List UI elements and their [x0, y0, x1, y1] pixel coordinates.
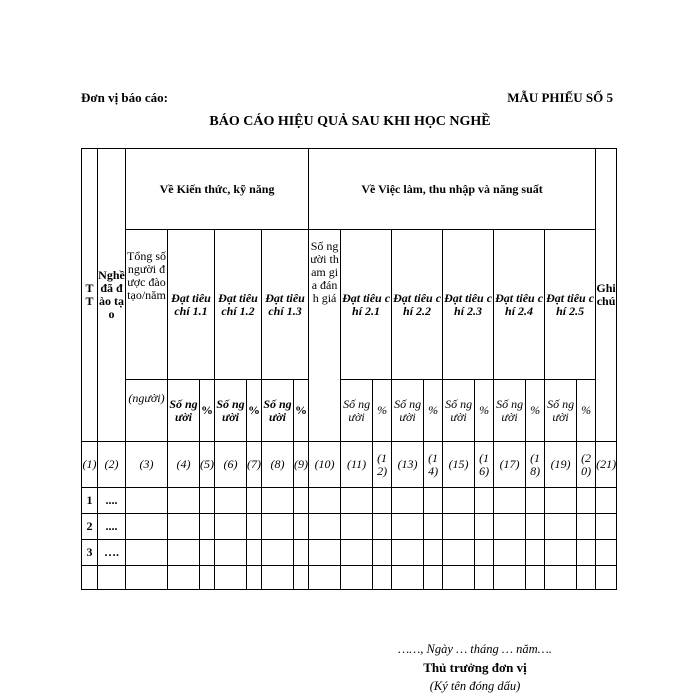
index-cell: (16): [475, 442, 494, 488]
index-cell: (13): [392, 442, 424, 488]
table-row: [82, 514, 617, 540]
sub-so-nguoi: Số người: [494, 380, 526, 442]
index-cell: (1): [82, 442, 98, 488]
form-number: MẪU PHIẾU SỐ 5: [507, 90, 613, 105]
header-criterion-1-2: Đạt tiêu chí 1.2: [215, 230, 262, 380]
index-cell: (8): [262, 442, 294, 488]
sub-pct: %: [247, 380, 262, 442]
index-cell: (7): [247, 442, 262, 488]
table-row: [82, 488, 617, 514]
row-nghe: [98, 566, 126, 590]
header-criterion-1-3: Đạt tiêu chí 1.3: [262, 230, 309, 380]
index-cell: (9): [294, 442, 309, 488]
row-tt: 2: [82, 514, 98, 540]
sub-pct: %: [294, 380, 309, 442]
sub-so-nguoi: Số người: [168, 380, 200, 442]
header-tong-so-unit: (người): [126, 380, 168, 442]
index-cell: (21): [596, 442, 617, 488]
index-cell: (14): [424, 442, 443, 488]
sub-so-nguoi: Số người: [341, 380, 373, 442]
header-tong-so-label: Tổng số người được đào tạo/năm: [127, 249, 166, 302]
sub-pct: %: [200, 380, 215, 442]
sign-note: (Ký tên đóng dấu): [429, 679, 521, 693]
index-cell: (19): [545, 442, 577, 488]
index-cell: (20): [577, 442, 596, 488]
index-cell: (12): [373, 442, 392, 488]
signer-title: Thủ trưởng đơn vị: [423, 660, 527, 675]
group-jobs-income: Về Việc làm, thu nhập và năng suất: [309, 149, 596, 230]
header-nghe: Nghề đã đào tạo: [98, 149, 126, 442]
index-row: [82, 442, 617, 488]
header-criterion-2-2: Đạt tiêu chí 2.2: [392, 230, 443, 380]
row-tt: 3: [82, 540, 98, 566]
group-knowledge-skills: Về Kiến thức, kỹ năng: [126, 149, 309, 230]
index-cell: (4): [168, 442, 200, 488]
report-table: [81, 148, 617, 590]
index-cell: (18): [526, 442, 545, 488]
header-so-nguoi-tham-gia: Số người tham gia đánh giá: [309, 230, 341, 442]
reporting-unit-label: Đơn vị báo cáo:: [81, 90, 169, 105]
sub-pct: %: [526, 380, 545, 442]
row-tt: 1: [82, 488, 98, 514]
date-line: ……, Ngày … tháng … năm….: [398, 642, 552, 656]
table-row: [82, 540, 617, 566]
index-cell: (5): [200, 442, 215, 488]
sub-pct: %: [424, 380, 443, 442]
sub-pct: %: [475, 380, 494, 442]
header-tt: TT: [82, 149, 98, 442]
index-cell: (6): [215, 442, 247, 488]
index-cell: (15): [443, 442, 475, 488]
report-title: BÁO CÁO HIỆU QUẢ SAU KHI HỌC NGHỀ: [209, 114, 491, 129]
header-criterion-2-4: Đạt tiêu chí 2.4: [494, 230, 545, 380]
header-criterion-2-1: Đạt tiêu chí 2.1: [341, 230, 392, 380]
row-nghe: ….: [98, 540, 126, 566]
row-nghe: ....: [98, 514, 126, 540]
table-row: [82, 566, 617, 590]
header-criterion-1-1: Đạt tiêu chí 1.1: [168, 230, 215, 380]
header-tong-so: [126, 230, 168, 380]
header-criterion-2-3: Đạt tiêu chí 2.3: [443, 230, 494, 380]
header-ghi-chu: Ghi chú: [596, 149, 617, 442]
sub-pct: %: [577, 380, 596, 442]
index-cell: (2): [98, 442, 126, 488]
index-cell: (3): [126, 442, 168, 488]
sub-so-nguoi: Số người: [392, 380, 424, 442]
sub-pct: %: [373, 380, 392, 442]
sub-so-nguoi: Số người: [262, 380, 294, 442]
header-criterion-2-5: Đạt tiêu chí 2.5: [545, 230, 596, 380]
index-cell: (11): [341, 442, 373, 488]
sub-so-nguoi: Số người: [545, 380, 577, 442]
index-cell: (17): [494, 442, 526, 488]
sub-so-nguoi: Số người: [215, 380, 247, 442]
sub-so-nguoi: Số người: [443, 380, 475, 442]
index-cell: (10): [309, 442, 341, 488]
row-tt: [82, 566, 98, 590]
row-nghe: ....: [98, 488, 126, 514]
